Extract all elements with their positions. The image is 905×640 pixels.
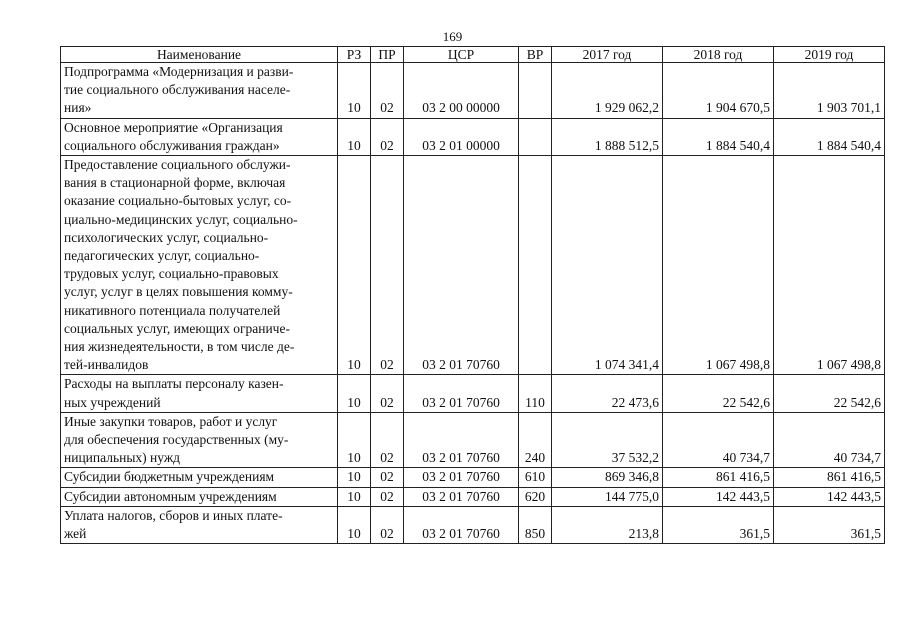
cell-2017: 1 888 512,5 <box>552 118 663 155</box>
cell-csr: 03 2 01 70760 <box>404 487 519 506</box>
cell-pr: 02 <box>371 468 404 487</box>
cell-name: Предоставление социального обслужи- вания в стационарной форме, включая оказание социально-бытовых услуг, со- циально-медицинских услуг, социально- психологических услуг, социально- педагогических услуг, социально- трудовых услуг, социально-правовых услуг, услуг в целях повышения комму- никативного потенциала получателей социальных услуг, имеющих ограниче- ния жизнедеятельности, в том числе де- тей-инвалидов <box>61 156 338 375</box>
cell-name: Подпрограмма «Модернизация и разви- тие социального обслуживания населе- ния» <box>61 63 338 119</box>
header-rz: РЗ <box>338 47 371 63</box>
cell-2017: 1 929 062,2 <box>552 63 663 119</box>
cell-name: Иные закупки товаров, работ и услуг для обеспечения государственных (му- ниципальных) нужд <box>61 412 338 468</box>
cell-pr: 02 <box>371 118 404 155</box>
cell-pr: 02 <box>371 487 404 506</box>
header-pr: ПР <box>371 47 404 63</box>
cell-2018: 1 067 498,8 <box>663 156 774 375</box>
cell-2019: 1 903 701,1 <box>774 63 885 119</box>
cell-pr: 02 <box>371 156 404 375</box>
cell-vr: 610 <box>519 468 552 487</box>
cell-2018: 1 904 670,5 <box>663 63 774 119</box>
budget-table <box>60 46 885 544</box>
cell-2018: 861 416,5 <box>663 468 774 487</box>
cell-rz: 10 <box>338 375 371 412</box>
table-row <box>61 468 885 487</box>
cell-2019: 1 067 498,8 <box>774 156 885 375</box>
cell-2018: 22 542,6 <box>663 375 774 412</box>
cell-csr: 03 2 01 70760 <box>404 412 519 468</box>
cell-2019: 22 542,6 <box>774 375 885 412</box>
cell-rz: 10 <box>338 412 371 468</box>
cell-vr <box>519 156 552 375</box>
cell-pr: 02 <box>371 506 404 543</box>
cell-csr: 03 2 01 70760 <box>404 156 519 375</box>
cell-vr: 850 <box>519 506 552 543</box>
page-number: 169 <box>442 29 463 44</box>
cell-2019: 361,5 <box>774 506 885 543</box>
table-row <box>61 118 885 155</box>
cell-name: Субсидии бюджетным учреждениям <box>61 468 338 487</box>
cell-pr: 02 <box>371 412 404 468</box>
cell-2017: 213,8 <box>552 506 663 543</box>
cell-rz: 10 <box>338 156 371 375</box>
cell-pr: 02 <box>371 63 404 119</box>
table-row <box>61 375 885 412</box>
header-csr: ЦСР <box>404 47 519 63</box>
cell-2018: 1 884 540,4 <box>663 118 774 155</box>
cell-csr: 03 2 01 70760 <box>404 506 519 543</box>
cell-2018: 40 734,7 <box>663 412 774 468</box>
table-header-row <box>61 47 885 63</box>
cell-2018: 361,5 <box>663 506 774 543</box>
cell-csr: 03 2 01 00000 <box>404 118 519 155</box>
cell-2017: 869 346,8 <box>552 468 663 487</box>
cell-name: Субсидии автономным учреждениям <box>61 487 338 506</box>
cell-2019: 40 734,7 <box>774 412 885 468</box>
cell-rz: 10 <box>338 468 371 487</box>
cell-2019: 861 416,5 <box>774 468 885 487</box>
header-2017: 2017 год <box>552 47 663 63</box>
cell-rz: 10 <box>338 506 371 543</box>
cell-vr: 620 <box>519 487 552 506</box>
cell-2017: 144 775,0 <box>552 487 663 506</box>
table-row <box>61 506 885 543</box>
table-row <box>61 63 885 119</box>
table-body <box>61 63 885 544</box>
table-row <box>61 412 885 468</box>
cell-2017: 37 532,2 <box>552 412 663 468</box>
cell-vr <box>519 63 552 119</box>
table-row <box>61 156 885 375</box>
cell-pr: 02 <box>371 375 404 412</box>
cell-vr: 240 <box>519 412 552 468</box>
cell-vr: 110 <box>519 375 552 412</box>
cell-vr <box>519 118 552 155</box>
header-2019: 2019 год <box>774 47 885 63</box>
cell-2019: 1 884 540,4 <box>774 118 885 155</box>
table-row <box>61 487 885 506</box>
cell-name: Расходы на выплаты персоналу казен- ных учреждений <box>61 375 338 412</box>
cell-csr: 03 2 01 70760 <box>404 468 519 487</box>
header-2018: 2018 год <box>663 47 774 63</box>
header-name: Наименование <box>61 47 338 63</box>
cell-name: Уплата налогов, сборов и иных плате- жей <box>61 506 338 543</box>
header-vr: ВР <box>519 47 552 63</box>
cell-name: Основное мероприятие «Организация социального обслуживания граждан» <box>61 118 338 155</box>
cell-rz: 10 <box>338 487 371 506</box>
cell-2017: 22 473,6 <box>552 375 663 412</box>
cell-rz: 10 <box>338 63 371 119</box>
cell-2018: 142 443,5 <box>663 487 774 506</box>
cell-2017: 1 074 341,4 <box>552 156 663 375</box>
cell-rz: 10 <box>338 118 371 155</box>
cell-2019: 142 443,5 <box>774 487 885 506</box>
cell-csr: 03 2 01 70760 <box>404 375 519 412</box>
cell-csr: 03 2 00 00000 <box>404 63 519 119</box>
